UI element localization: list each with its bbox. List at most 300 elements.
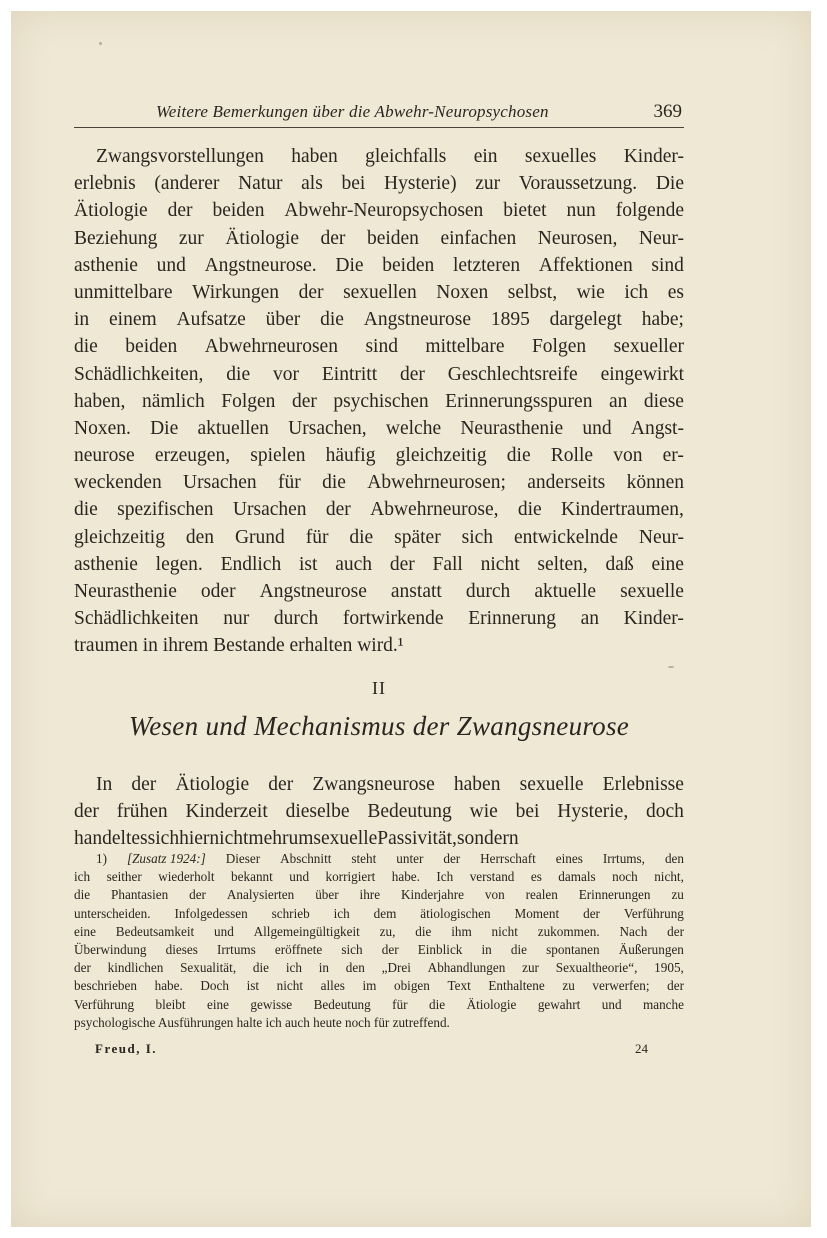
- word: Voraussetzung.: [518, 173, 638, 195]
- running-head: [74, 101, 684, 128]
- word: der: [291, 390, 317, 412]
- word: Zwangsvorstellungen: [96, 146, 264, 167]
- running-title: Weitere Bemerkungen über die Abwehr-Neuropsychosen: [156, 102, 549, 121]
- word: Ursachen,: [288, 417, 367, 439]
- word: zur: [522, 960, 539, 976]
- word: sexuelle: [519, 774, 584, 795]
- word: nicht: [480, 553, 520, 575]
- word: asthenie: [74, 254, 138, 276]
- sheet-number: 24: [635, 1041, 648, 1056]
- word: sich: [461, 526, 494, 548]
- word: Abwehrneurose,: [370, 499, 499, 521]
- word: er-: [662, 445, 684, 467]
- word: es: [667, 281, 684, 303]
- word: beiden: [125, 336, 178, 358]
- word: durch: [273, 608, 319, 630]
- word: später: [394, 526, 441, 548]
- word: die: [510, 941, 527, 957]
- text-line: [74, 868, 684, 886]
- word: verwerfen;: [592, 978, 650, 994]
- word: Affektionen: [538, 254, 633, 276]
- word: Verführung: [74, 996, 135, 1012]
- word: anstatt: [390, 581, 442, 602]
- word: sind: [651, 254, 684, 276]
- word: Überwindung: [74, 941, 147, 957]
- word: um: [288, 828, 314, 850]
- word: „Drei: [381, 960, 411, 976]
- word: zur: [475, 173, 501, 195]
- word: Hysterie,: [557, 801, 629, 823]
- word: Neur-: [638, 227, 684, 249]
- word: entwickelnde: [513, 526, 618, 548]
- word: über: [265, 309, 301, 331]
- word: und: [601, 996, 622, 1012]
- word: die: [349, 526, 374, 548]
- word: der: [667, 923, 684, 939]
- word: Irrtums: [216, 941, 256, 957]
- word: alles: [320, 978, 345, 994]
- text-line: [74, 252, 684, 279]
- word: einem: [109, 309, 157, 331]
- word: der: [381, 941, 399, 957]
- word: Angstneurose: [259, 581, 367, 602]
- word: beiden: [366, 227, 419, 249]
- word: mittelbare: [425, 336, 505, 358]
- text-line: [74, 905, 684, 923]
- word: Erlebnisse: [602, 774, 684, 795]
- word: anderseits: [527, 472, 606, 494]
- word: der: [189, 887, 206, 903]
- word: hier: [179, 828, 210, 850]
- word: der: [667, 978, 684, 994]
- word: durch: [465, 581, 511, 602]
- word: die: [517, 499, 542, 521]
- word: für: [305, 526, 329, 548]
- word: ist: [299, 553, 318, 575]
- word: zu: [562, 978, 575, 994]
- word: zu,: [379, 923, 396, 939]
- word: in: [74, 309, 90, 331]
- word: Beziehung: [74, 227, 158, 249]
- word: und: [289, 869, 310, 885]
- word: ein: [473, 146, 498, 167]
- word: für: [392, 996, 408, 1012]
- text-line: [74, 996, 684, 1014]
- word: Die: [335, 254, 364, 276]
- word: Die: [655, 173, 684, 195]
- word: die: [506, 445, 531, 467]
- word: letzteren: [452, 254, 521, 276]
- word: daß: [605, 553, 634, 575]
- word: 1905,: [654, 960, 684, 976]
- text-line: [74, 197, 684, 224]
- word: Nach: [619, 923, 648, 939]
- word: in: [318, 960, 329, 976]
- signature-mark: Freud, I.: [95, 1041, 158, 1056]
- word: aktuelle: [534, 581, 597, 602]
- word: asthenie: [74, 553, 138, 575]
- word: Neurosen,: [537, 227, 618, 249]
- word: habe.: [154, 978, 183, 994]
- word: habe.: [391, 869, 420, 885]
- word: der: [268, 774, 294, 795]
- footnote: [74, 850, 684, 1032]
- word: [Zusatz 1924:]: [126, 851, 206, 866]
- text-line: [74, 143, 684, 170]
- word: Rolle: [550, 445, 594, 467]
- word: Ätiologie: [175, 774, 250, 795]
- word: Kinder-: [623, 608, 684, 630]
- word: der: [325, 499, 351, 521]
- word: diese: [643, 390, 684, 412]
- word: Abhandlungen: [427, 960, 506, 976]
- word: Folgen: [531, 336, 587, 358]
- word: bei: [515, 801, 540, 823]
- word: Neurasthenie: [460, 417, 564, 439]
- word: die: [429, 996, 446, 1012]
- word: sexueller: [613, 336, 684, 358]
- word: über: [315, 887, 339, 903]
- word: In: [96, 774, 113, 795]
- word: beiden: [212, 200, 265, 222]
- word: selten,: [537, 553, 588, 575]
- text-line: [74, 442, 684, 469]
- word: der: [131, 774, 157, 795]
- word: Erinnerung: [468, 608, 556, 630]
- word: fortwirkende: [342, 608, 444, 630]
- word: wie: [576, 281, 605, 303]
- word: ich: [624, 281, 649, 303]
- word: doch: [646, 801, 684, 823]
- word: Bedeutung: [367, 801, 452, 823]
- word: erlebnis: [74, 173, 136, 195]
- word: wie: [469, 801, 498, 823]
- word: die: [74, 499, 98, 521]
- word: nicht,: [654, 869, 684, 885]
- text-line: [74, 850, 684, 868]
- word: Ätiologie: [74, 200, 148, 222]
- section-title: Wesen und Mechanismus der Zwangsneurose: [128, 711, 630, 741]
- word: Passivität,: [377, 828, 457, 850]
- word: nun: [566, 200, 596, 222]
- word: gleichzeitig: [74, 526, 165, 548]
- word: Infolgedessen: [174, 905, 248, 921]
- word: wiederholt: [158, 869, 215, 885]
- word: der: [583, 905, 600, 921]
- word: Erinnerungsspuren: [445, 390, 593, 412]
- text-line: [74, 1014, 684, 1032]
- word: realen: [525, 887, 558, 903]
- word: oder: [200, 581, 236, 602]
- word: sexuelle: [620, 581, 684, 602]
- word: zu: [671, 887, 684, 903]
- word: können: [626, 472, 684, 494]
- word: Sexualtheorie“,: [555, 960, 638, 976]
- text-line: [74, 415, 684, 442]
- word: haben,: [74, 390, 126, 412]
- word: dargelegt: [549, 309, 622, 331]
- section-number: II: [372, 678, 386, 698]
- word: habe;: [641, 309, 684, 331]
- word: nicht: [276, 978, 304, 994]
- text-line: [74, 959, 684, 977]
- word: Doch: [200, 978, 229, 994]
- word: der: [74, 960, 91, 976]
- word: damals: [558, 869, 596, 885]
- word: und: [582, 417, 612, 439]
- word: und: [156, 254, 186, 276]
- word: ätiologischen: [420, 905, 491, 921]
- word: bekannt: [231, 869, 273, 885]
- word: Angstneurose: [363, 309, 471, 331]
- word: die: [74, 336, 98, 358]
- word: Irrtums,: [602, 851, 645, 866]
- word: beschrieben: [74, 978, 137, 994]
- word: selbst,: [507, 281, 558, 303]
- word: es: [131, 828, 148, 850]
- word: psychischen: [333, 390, 429, 412]
- word: Neur-: [638, 526, 684, 548]
- word: von: [484, 887, 505, 903]
- text-line: [74, 825, 684, 852]
- word: Text: [447, 978, 471, 994]
- paragraph-2: [74, 771, 684, 853]
- word: zukommen.: [537, 923, 600, 939]
- text-line: [74, 578, 684, 605]
- word: der: [167, 200, 193, 222]
- word: die: [322, 472, 346, 494]
- word: die: [320, 309, 344, 331]
- word: bei: [341, 173, 366, 195]
- word: Ich: [436, 869, 454, 885]
- word: 1895: [490, 309, 530, 331]
- word: vor: [273, 363, 299, 385]
- word: der: [320, 227, 346, 249]
- text-line: [74, 225, 684, 252]
- word: eröffnete: [274, 941, 323, 957]
- word: für: [278, 472, 301, 494]
- word: gleichfalls: [365, 146, 447, 167]
- word: Kinderzeit: [185, 801, 268, 823]
- word: korrigiert: [325, 869, 376, 885]
- text-line: [74, 306, 684, 333]
- word: sexuelle: [313, 828, 378, 850]
- word: sich: [341, 941, 363, 957]
- word: unmittelbare: [74, 281, 173, 303]
- word: seither: [106, 869, 142, 885]
- word: gleichzeitig: [395, 445, 487, 467]
- word: Endlich: [220, 553, 282, 575]
- word: Einblick: [417, 941, 463, 957]
- word: Fall: [432, 553, 463, 575]
- word: der: [389, 553, 415, 575]
- text-line: [74, 170, 684, 197]
- text-line: [74, 388, 684, 415]
- word: Bedeutung: [313, 996, 371, 1012]
- word: den: [185, 526, 215, 548]
- word: aktuellen: [197, 417, 269, 439]
- word: Noxen.: [74, 417, 131, 439]
- word: welche: [385, 417, 442, 439]
- text-line: [74, 771, 684, 798]
- word: Abschnitt: [280, 851, 332, 866]
- word: häufig: [325, 445, 376, 467]
- text-line: [74, 605, 684, 632]
- word: haben: [291, 146, 338, 167]
- word: einfachen: [440, 227, 517, 249]
- text-line: [74, 941, 684, 959]
- word: frühen: [116, 801, 168, 823]
- word: die: [74, 887, 91, 903]
- word: an: [608, 390, 628, 412]
- word: gewahrt: [537, 996, 581, 1012]
- word: erzeugen,: [154, 445, 231, 467]
- word: von: [613, 445, 643, 467]
- word: Noxen: [436, 281, 489, 303]
- word: unterscheiden.: [74, 905, 151, 921]
- word: Schädlichkeiten,: [74, 363, 204, 385]
- text-line: [74, 279, 684, 306]
- word: legen.: [155, 553, 203, 575]
- word: manche: [642, 996, 684, 1012]
- word: Grund: [234, 526, 285, 548]
- word: Wirkungen: [192, 281, 280, 303]
- word: ihm: [451, 923, 472, 939]
- word: den: [664, 851, 684, 866]
- word: Eintritt: [321, 363, 378, 385]
- word: nicht: [209, 828, 249, 850]
- word: Neurasthenie: [74, 581, 177, 602]
- word: 1): [96, 851, 107, 866]
- word: spielen: [250, 445, 306, 467]
- word: Verführung: [623, 905, 684, 921]
- word: Kinderjahre: [400, 887, 464, 903]
- word: unter: [396, 851, 424, 866]
- word: an: [580, 608, 600, 630]
- word: und: [214, 923, 234, 939]
- word: folgende: [615, 200, 684, 222]
- text-line: [74, 469, 684, 496]
- text-line: [74, 524, 684, 551]
- word: bietet: [503, 200, 547, 222]
- word: Ätiologie: [466, 996, 517, 1012]
- paper-speck: [668, 666, 674, 668]
- word: Abwehr-Neuropsychosen: [284, 200, 484, 222]
- word: es: [530, 869, 542, 885]
- text-line: [74, 886, 684, 904]
- word: Äußerungen: [618, 941, 684, 957]
- word: eine: [74, 923, 96, 939]
- text-line: [74, 551, 684, 578]
- word: eines: [555, 851, 583, 866]
- word: handelt: [74, 828, 132, 850]
- word: dem: [373, 905, 397, 921]
- word: kindlichen: [107, 960, 164, 976]
- word: die: [226, 363, 251, 385]
- paragraph-1: [74, 143, 684, 660]
- word: Allgemeingültigkeit: [253, 923, 360, 939]
- word: Angstneurose.: [204, 254, 317, 276]
- word: ihre: [359, 887, 381, 903]
- word: noch: [612, 869, 638, 885]
- word: haben: [453, 774, 501, 795]
- word: weckenden: [74, 472, 162, 494]
- word: ich: [333, 905, 350, 921]
- text-line: [74, 798, 684, 825]
- word: Bedeutsamkeit: [115, 923, 195, 939]
- word: bleibt: [155, 996, 186, 1012]
- word: den: [345, 960, 365, 976]
- word: Zwangsneurose: [312, 774, 435, 795]
- word: Sexualität,: [180, 960, 237, 976]
- word: eingewirkt: [600, 363, 684, 385]
- word: nämlich: [141, 390, 205, 412]
- word: Aufsatze: [176, 309, 246, 331]
- word: Die: [150, 417, 179, 439]
- word: Dieser: [225, 851, 261, 866]
- word: der: [74, 801, 99, 823]
- word: sich: [147, 828, 180, 850]
- word: schrieb: [271, 905, 310, 921]
- book-page: [11, 11, 811, 1227]
- word: Analysierten: [226, 887, 295, 903]
- word: beiden: [382, 254, 435, 276]
- text-line: [74, 361, 684, 388]
- word: obigen: [393, 978, 430, 994]
- word: mehr: [248, 828, 289, 850]
- text-line: [74, 632, 684, 659]
- word: Kinder-: [623, 146, 684, 167]
- word: der: [298, 281, 324, 303]
- word: Abwehrneurosen: [204, 336, 338, 358]
- word: Hysterie): [384, 173, 457, 195]
- word: Ursachen: [183, 472, 257, 494]
- word: Abwehrneurosen;: [367, 472, 506, 494]
- word: sexuellen: [343, 281, 417, 303]
- word: spontanen: [546, 941, 600, 957]
- word: dieses: [165, 941, 198, 957]
- word: ich: [74, 869, 91, 885]
- word: Schädlichkeiten: [74, 608, 199, 630]
- text-line: [74, 923, 684, 941]
- word: der: [400, 363, 425, 385]
- paper-speck: [99, 42, 102, 45]
- text-line: [74, 333, 684, 360]
- word: Erinnerungen: [578, 887, 651, 903]
- word: zur: [178, 227, 204, 249]
- word: traumen in ihrem Bestande erhalten wird.¹: [74, 635, 404, 657]
- word: auch: [335, 553, 373, 575]
- word: Natur: [238, 173, 283, 195]
- text-line: [74, 496, 684, 523]
- word: (anderer: [154, 173, 220, 195]
- word: Geschlechtsreife: [447, 363, 578, 385]
- word: Enthaltene: [488, 978, 545, 994]
- word: verstand: [469, 869, 515, 885]
- word: Folgen: [221, 390, 276, 412]
- word: Ätiologie: [225, 227, 299, 249]
- word: psychologische Ausführungen halte ich auch heute noch für zutreffend.: [74, 1014, 450, 1030]
- word: ich: [285, 960, 302, 976]
- word: in: [481, 941, 492, 957]
- word: eine: [206, 996, 229, 1012]
- word: sondern: [456, 828, 519, 850]
- word: sind: [365, 336, 398, 358]
- page-number: 369: [653, 101, 682, 122]
- word: Angst-: [630, 417, 684, 439]
- word: Herrschaft: [480, 851, 536, 866]
- word: Ursachen: [232, 499, 307, 521]
